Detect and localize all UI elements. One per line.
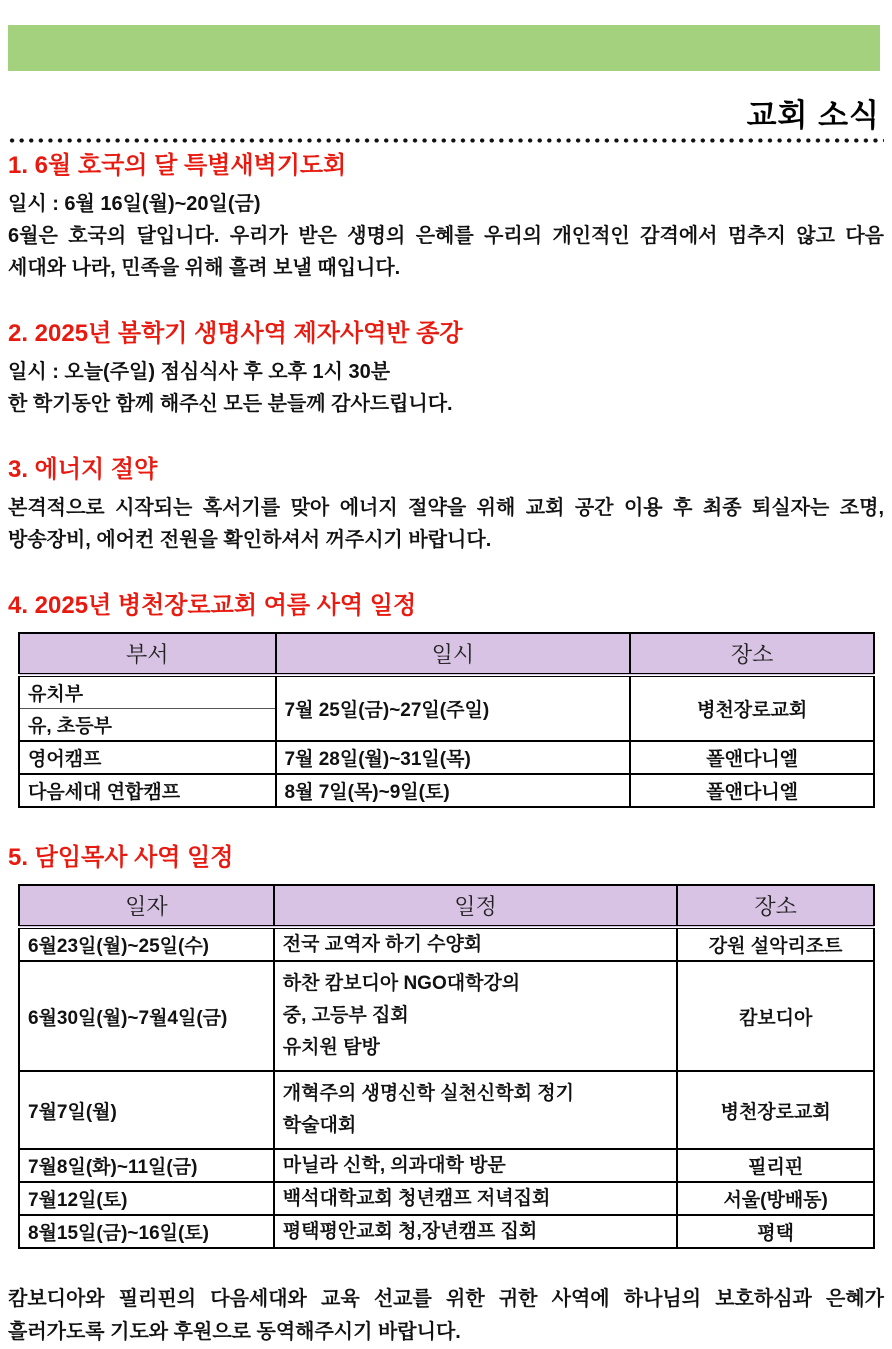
- summer-dept-cell: 유, 초등부: [19, 709, 276, 742]
- pastor-place-cell: 필리핀: [677, 1149, 874, 1182]
- pastor-schedule-cell: [274, 1215, 678, 1248]
- pastor-place-cell: 캄보디아: [677, 961, 874, 1071]
- summer-date-cell: 8월 7일(목)~9일(토): [276, 774, 631, 807]
- table-row: [19, 927, 874, 961]
- schedule-line: 개혁주의 생명신학 실천신학회 정기: [282, 1083, 574, 1104]
- pastor-date-cell: 7월8일(화)~11일(금): [19, 1149, 274, 1182]
- pastor-col-date-header: 일자: [19, 885, 274, 927]
- pastor-schedule-cell: [274, 1149, 678, 1182]
- pastor-date-cell: 6월30일(월)~7월4일(금): [19, 961, 274, 1071]
- summer-place-cell: 폴앤다니엘: [630, 741, 874, 774]
- schedule-line: 평택평안교회 청,장년캠프 집회: [282, 1220, 538, 1242]
- page-title: 교회 소식: [746, 98, 880, 133]
- closing-note: 캄보디아와 필리핀의 다음세대와 교육 선교를 위한 귀한 사역에 하나님의 보호하심과 은혜가 흘러가도록 기도와 후원으로 동역해주시기 바랍니다.: [8, 1288, 884, 1343]
- section-4-heading: 4. 2025년 병천장로교회 여름 사역 일정: [8, 592, 417, 619]
- pastor-place-cell: 병천장로교회: [677, 1071, 874, 1149]
- pastor-col-place-header: 장소: [677, 885, 874, 927]
- table-row: [19, 961, 874, 1071]
- table-row: [19, 1182, 874, 1215]
- section-3-body: 본격적으로 시작되는 혹서기를 맞아 에너지 절약을 위해 교회 공간 이용 후 최종 퇴실자는 조명, 방송장비, 에어컨 전원을 확인하셔서 꺼주시기 바랍니다.: [8, 497, 884, 551]
- pastor-schedule-cell: [274, 961, 678, 1071]
- pastor-place-cell: 강원 설악리조트: [677, 927, 874, 961]
- pastor-place-cell: 서울(방배동): [677, 1182, 874, 1215]
- schedule-line: 하찬 캄보디아 NGO대학강의: [282, 973, 521, 994]
- section-3-heading: 3. 에너지 절약: [8, 456, 158, 483]
- header-bar: [8, 25, 880, 71]
- pastor-schedule-cell: [274, 1071, 678, 1149]
- summer-place-cell: 병천장로교회: [630, 675, 874, 741]
- summer-col-date-header: 일시: [276, 633, 631, 675]
- table-row: [19, 1071, 874, 1149]
- table-row: [19, 741, 874, 774]
- summer-col-dept-header: 부서: [19, 633, 276, 675]
- pastor-date-cell: 6월23일(월)~25일(수): [19, 927, 274, 961]
- pastor-date-cell: 7월7일(월): [19, 1071, 274, 1149]
- pastor-col-schedule-header: 일정: [274, 885, 678, 927]
- section-2-body: 한 학기동안 함께 해주신 모든 분들께 감사드립니다.: [8, 393, 453, 415]
- pastor-schedule-table: [18, 884, 875, 1249]
- summer-date-cell: 7월 25일(금)~27일(주일): [276, 675, 631, 741]
- summer-dept-cell: 유치부: [19, 675, 276, 709]
- pastor-date-cell: 8월15일(금)~16일(토): [19, 1215, 274, 1248]
- section-5-heading: 5. 담임목사 사역 일정: [8, 844, 234, 871]
- summer-date-cell: 7월 28일(월)~31일(목): [276, 741, 631, 774]
- schedule-line: 전국 교역자 하기 수양회: [282, 933, 483, 955]
- schedule-line: 마닐라 신학, 의과대학 방문: [282, 1154, 506, 1176]
- table-header-row: [19, 633, 874, 675]
- dotted-divider: [8, 137, 884, 144]
- section-2-heading: 2. 2025년 봄학기 생명사역 제자사역반 종강: [8, 320, 463, 347]
- pastor-schedule-cell: [274, 1182, 678, 1215]
- table-row: [19, 1215, 874, 1248]
- schedule-line: 중, 고등부 집회: [282, 1005, 409, 1026]
- bulletin-content: [8, 71, 884, 1349]
- schedule-line: 유치원 탐방: [282, 1037, 380, 1058]
- summer-col-place-header: 장소: [630, 633, 874, 675]
- table-row: [19, 675, 874, 709]
- section-1-date-line: 일시 : 6월 16일(월)~20일(금): [8, 193, 261, 215]
- table-row: [19, 774, 874, 807]
- summer-place-cell: 폴앤다니엘: [630, 774, 874, 807]
- schedule-line: 백석대학교회 청년캠프 저녁집회: [282, 1187, 551, 1209]
- summer-schedule-table: [18, 632, 875, 808]
- pastor-schedule-cell: [274, 927, 678, 961]
- schedule-line: 학술대회: [282, 1115, 357, 1136]
- summer-dept-cell: 다음세대 연합캠프: [19, 774, 276, 807]
- pastor-date-cell: 7월12일(토): [19, 1182, 274, 1215]
- section-1-body: 6월은 호국의 달입니다. 우리가 받은 생명의 은혜를 우리의 개인적인 감격에서 멈추지 않고 다음 세대와 나라, 민족을 위해 흘려 보낼 때입니다.: [8, 225, 884, 279]
- pastor-place-cell: 평택: [677, 1215, 874, 1248]
- section-1-heading: 1. 6월 호국의 달 특별새벽기도회: [8, 152, 347, 179]
- table-header-row: [19, 885, 874, 927]
- table-row: [19, 1149, 874, 1182]
- summer-dept-cell: 영어캠프: [19, 741, 276, 774]
- section-2-date-line: 일시 : 오늘(주일) 점심식사 후 오후 1시 30분: [8, 361, 391, 383]
